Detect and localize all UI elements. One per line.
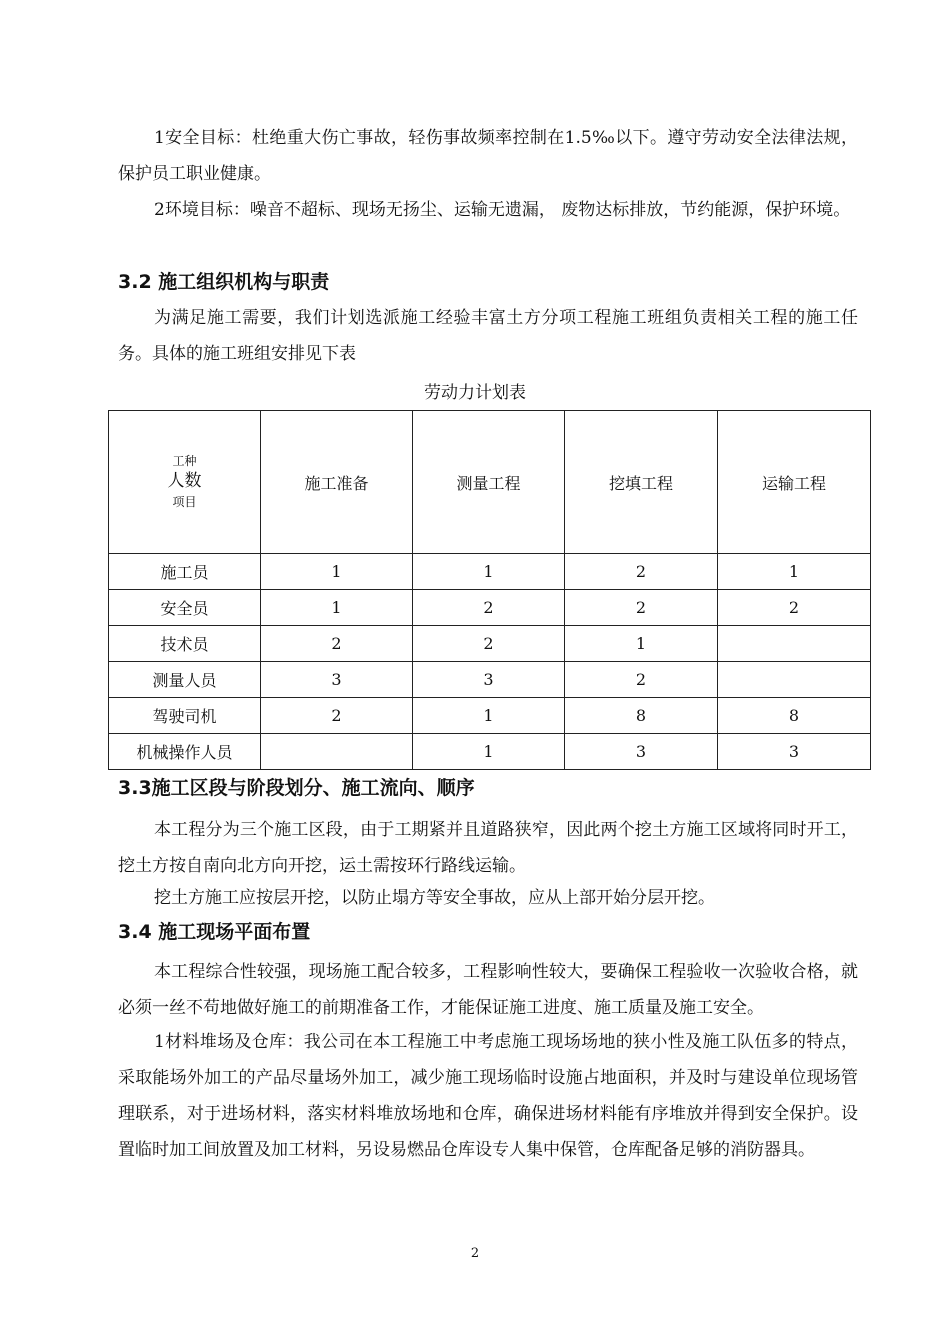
table-row xyxy=(109,590,871,626)
column-header: 运输工程 xyxy=(718,411,871,554)
corner-label-top: 工种 xyxy=(172,454,197,469)
table-cell: 2 xyxy=(565,554,718,590)
table-cell: 2 xyxy=(565,662,718,698)
table-caption: 劳动力计划表 xyxy=(424,383,526,403)
org-intro-paragraph: 为满足施工需要，我们计划选派施工经验丰富土方分项工程施工班组负责相关工程的施工任务。具体的施工班组安排见下表 xyxy=(118,308,858,364)
column-header: 施工准备 xyxy=(261,411,413,554)
column-header: 挖填工程 xyxy=(565,411,718,554)
table-header-row xyxy=(109,411,871,554)
table-cell: 3 xyxy=(261,662,413,698)
row-label: 机械操作人员 xyxy=(109,734,261,770)
table-cell: 2 xyxy=(413,626,565,662)
column-header: 测量工程 xyxy=(413,411,565,554)
table-cell: 1 xyxy=(261,554,413,590)
section-heading-3-3: 3.3施工区段与阶段划分、施工流向、顺序 xyxy=(118,777,475,799)
layout-paragraph-1: 本工程综合性较强，现场施工配合较多，工程影响性较大，要确保工程验收一次验收合格，就必须一丝不苟地做好施工的前期准备工作，才能保证施工进度、施工质量及施工安全。 xyxy=(118,962,858,1018)
section-heading-3-2: 3.2 施工组织机构与职责 xyxy=(118,271,330,293)
row-label: 安全员 xyxy=(109,590,261,626)
table-cell: 1 xyxy=(261,590,413,626)
table-cell: 1 xyxy=(565,626,718,662)
zone-paragraph-1: 本工程分为三个施工区段，由于工期紧并且道路狭窄，因此两个挖土方施工区域将同时开工，挖土方按自南向北方向开挖，运土需按环行路线运输。 xyxy=(118,820,858,876)
table-cell: 1 xyxy=(413,698,565,734)
safety-goal-paragraph: 1安全目标：杜绝重大伤亡事故，轻伤事故频率控制在1.5‰以下。遵守劳动安全法律法规，保护员工职业健康。 xyxy=(118,128,858,184)
table-row xyxy=(109,554,871,590)
table-cell xyxy=(718,662,871,698)
table-cell: 3 xyxy=(718,734,871,770)
section-heading-3-4: 3.4 施工现场平面布置 xyxy=(118,921,311,943)
table-cell: 2 xyxy=(261,626,413,662)
table-row xyxy=(109,662,871,698)
table-row xyxy=(109,626,871,662)
table-row xyxy=(109,698,871,734)
table-corner-cell xyxy=(109,411,261,554)
table-cell: 8 xyxy=(565,698,718,734)
table-cell: 3 xyxy=(413,662,565,698)
environment-goal-paragraph: 2环境目标：噪音不超标、现场无扬尘、运输无遗漏， 废物达标排放，节约能源，保护环境。 xyxy=(154,200,851,220)
table-cell: 2 xyxy=(565,590,718,626)
table-cell: 2 xyxy=(718,590,871,626)
corner-label-bottom: 项目 xyxy=(172,494,197,509)
table-cell xyxy=(718,626,871,662)
row-label: 测量人员 xyxy=(109,662,261,698)
table-cell: 1 xyxy=(718,554,871,590)
table-cell: 2 xyxy=(413,590,565,626)
page-number: 2 xyxy=(470,1246,480,1261)
table-cell: 3 xyxy=(565,734,718,770)
row-label: 施工员 xyxy=(109,554,261,590)
layout-paragraph-2: 1材料堆场及仓库：我公司在本工程施工中考虑施工现场场地的狭小性及施工队伍多的特点，采取能场外加工的产品尽量场外加工，减少施工现场临时设施占地面积，并及时与建设单位现场管理联系，对于进场材料，落实材料堆放场地和仓库，确保进场材料能有序堆放并得到安全保护。设置临时加工间放置及加工材料，另设易燃品仓库设专人集中保管，仓库配备足够的消防器具。 xyxy=(118,1032,858,1160)
row-label: 技术员 xyxy=(109,626,261,662)
table-cell xyxy=(261,734,413,770)
labor-plan-table xyxy=(108,410,871,770)
table-cell: 2 xyxy=(261,698,413,734)
corner-label-middle: 人数 xyxy=(167,471,202,492)
row-label: 驾驶司机 xyxy=(109,698,261,734)
table-cell: 1 xyxy=(413,554,565,590)
table-cell: 1 xyxy=(413,734,565,770)
table-row xyxy=(109,734,871,770)
zone-paragraph-2: 挖土方施工应按层开挖，以防止塌方等安全事故，应从上部开始分层开挖。 xyxy=(154,888,715,908)
table-cell: 8 xyxy=(718,698,871,734)
